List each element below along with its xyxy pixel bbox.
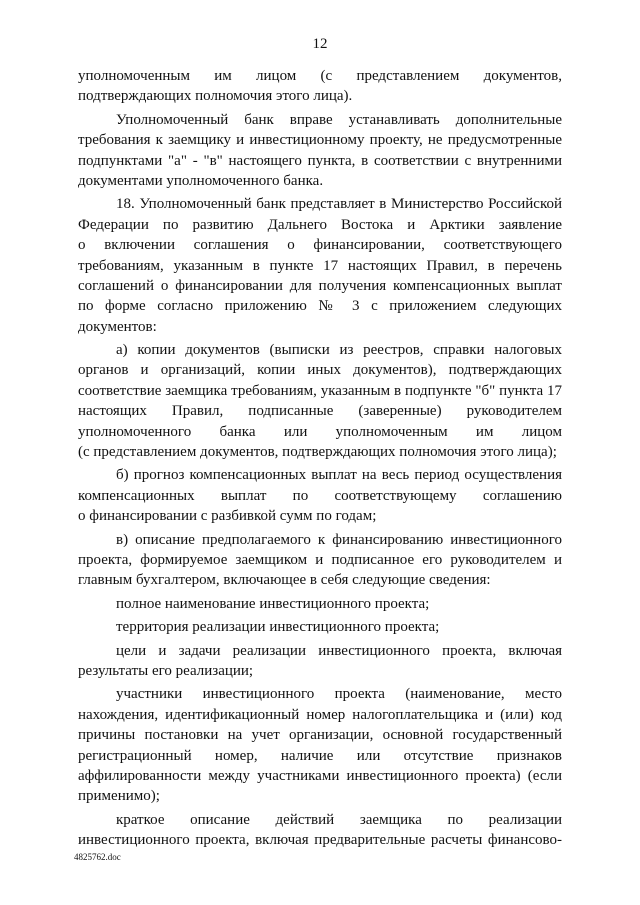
text-line: регистрационный номер, наличие или отсутствие признаков	[78, 747, 562, 764]
page-number: 12	[312, 36, 328, 52]
text-line: настоящих Правил, подписанные (заверенные) руководителем	[78, 403, 562, 420]
text-line: проекта, формируемое заемщиком и подписанное его руководителем и	[78, 551, 562, 568]
text-line: краткое описание действий заемщика по реализации	[116, 811, 562, 828]
text-line: требования к заемщику и инвестиционному проекту, не предусмотренные	[78, 132, 562, 149]
text-line: (с представлением документов, подтверждающих полномочия этого лица);	[78, 444, 557, 461]
paragraph	[78, 194, 562, 337]
text-line: инвестиционного проекта, включая предварительные расчеты финансово-	[78, 832, 562, 849]
text-line: применимо);	[78, 788, 160, 805]
text-line: органов и организаций, копии иных документов), подтверждающих	[78, 362, 562, 379]
text-line: территория реализации инвестиционного проекта;	[116, 619, 440, 636]
paragraph	[78, 465, 562, 526]
text-line: соглашений о финансировании для получения компенсационных выплат	[78, 277, 562, 294]
text-line: аффилированности между участниками инвестиционного проекта) (если	[78, 767, 562, 784]
text-line: подпунктами "а" - "в" настоящего пункта, в соответствии с внутренними	[78, 152, 562, 169]
text-line: уполномоченного банка или уполномоченным им лицом	[78, 423, 562, 440]
text-line: Уполномоченный банк вправе устанавливать дополнительные	[116, 111, 562, 128]
paragraph	[78, 617, 562, 637]
paragraph	[78, 594, 562, 614]
text-line: о включении соглашения о финансировании, соответствующего	[78, 237, 562, 254]
file-reference: 4825762.doc	[74, 852, 121, 862]
text-line: участники инвестиционного проекта (наименование, место	[116, 686, 562, 703]
paragraph	[78, 66, 562, 107]
text-line: результаты его реализации;	[78, 662, 254, 679]
document-body	[78, 66, 562, 850]
text-line: б) прогноз компенсационных выплат на весь период осуществления	[116, 467, 562, 484]
text-line: документов:	[78, 318, 157, 335]
text-line: по форме согласно приложению № 3 с приложением следующих	[78, 298, 562, 315]
text-line: главным бухгалтером, включающее в себя следующие сведения:	[78, 572, 491, 589]
text-line: соответствие заемщика требованиям, указанным в подпункте "б" пункта 17	[78, 382, 562, 399]
text-line: о финансировании с разбивкой сумм по годам;	[78, 508, 377, 525]
paragraph	[78, 641, 562, 682]
text-line: причины постановки на учет организации, основной государственный	[78, 727, 562, 744]
text-line: а) копии документов (выписки из реестров, справки налоговых	[116, 342, 562, 359]
paragraph	[78, 110, 562, 192]
text-line: в) описание предполагаемого к финансированию инвестиционного	[116, 531, 562, 548]
text-line: цели и задачи реализации инвестиционного проекта, включая	[116, 642, 562, 659]
text-line: компенсационных выплат по соответствующему соглашению	[78, 487, 562, 504]
text-line: полное наименование инвестиционного проекта;	[116, 595, 430, 612]
text-line: документами уполномоченного банка.	[78, 172, 324, 189]
paragraph	[78, 684, 562, 806]
text-line: требованиям, указанным в пункте 17 настоящих Правил, в перечень	[78, 257, 562, 274]
paragraph	[78, 530, 562, 591]
text-line: уполномоченным им лицом (с представлением документов,	[78, 68, 562, 84]
text-line: нахождения, идентификационный номер налогоплательщика и (или) код	[78, 706, 562, 723]
text-line: подтверждающих полномочия этого лица).	[78, 88, 353, 105]
text-line: 18. Уполномоченный банк представляет в Министерство Российской	[116, 196, 562, 213]
text-line: Федерации по развитию Дальнего Востока и Арктики заявление	[78, 216, 562, 233]
paragraph	[78, 810, 562, 851]
paragraph	[78, 340, 562, 462]
